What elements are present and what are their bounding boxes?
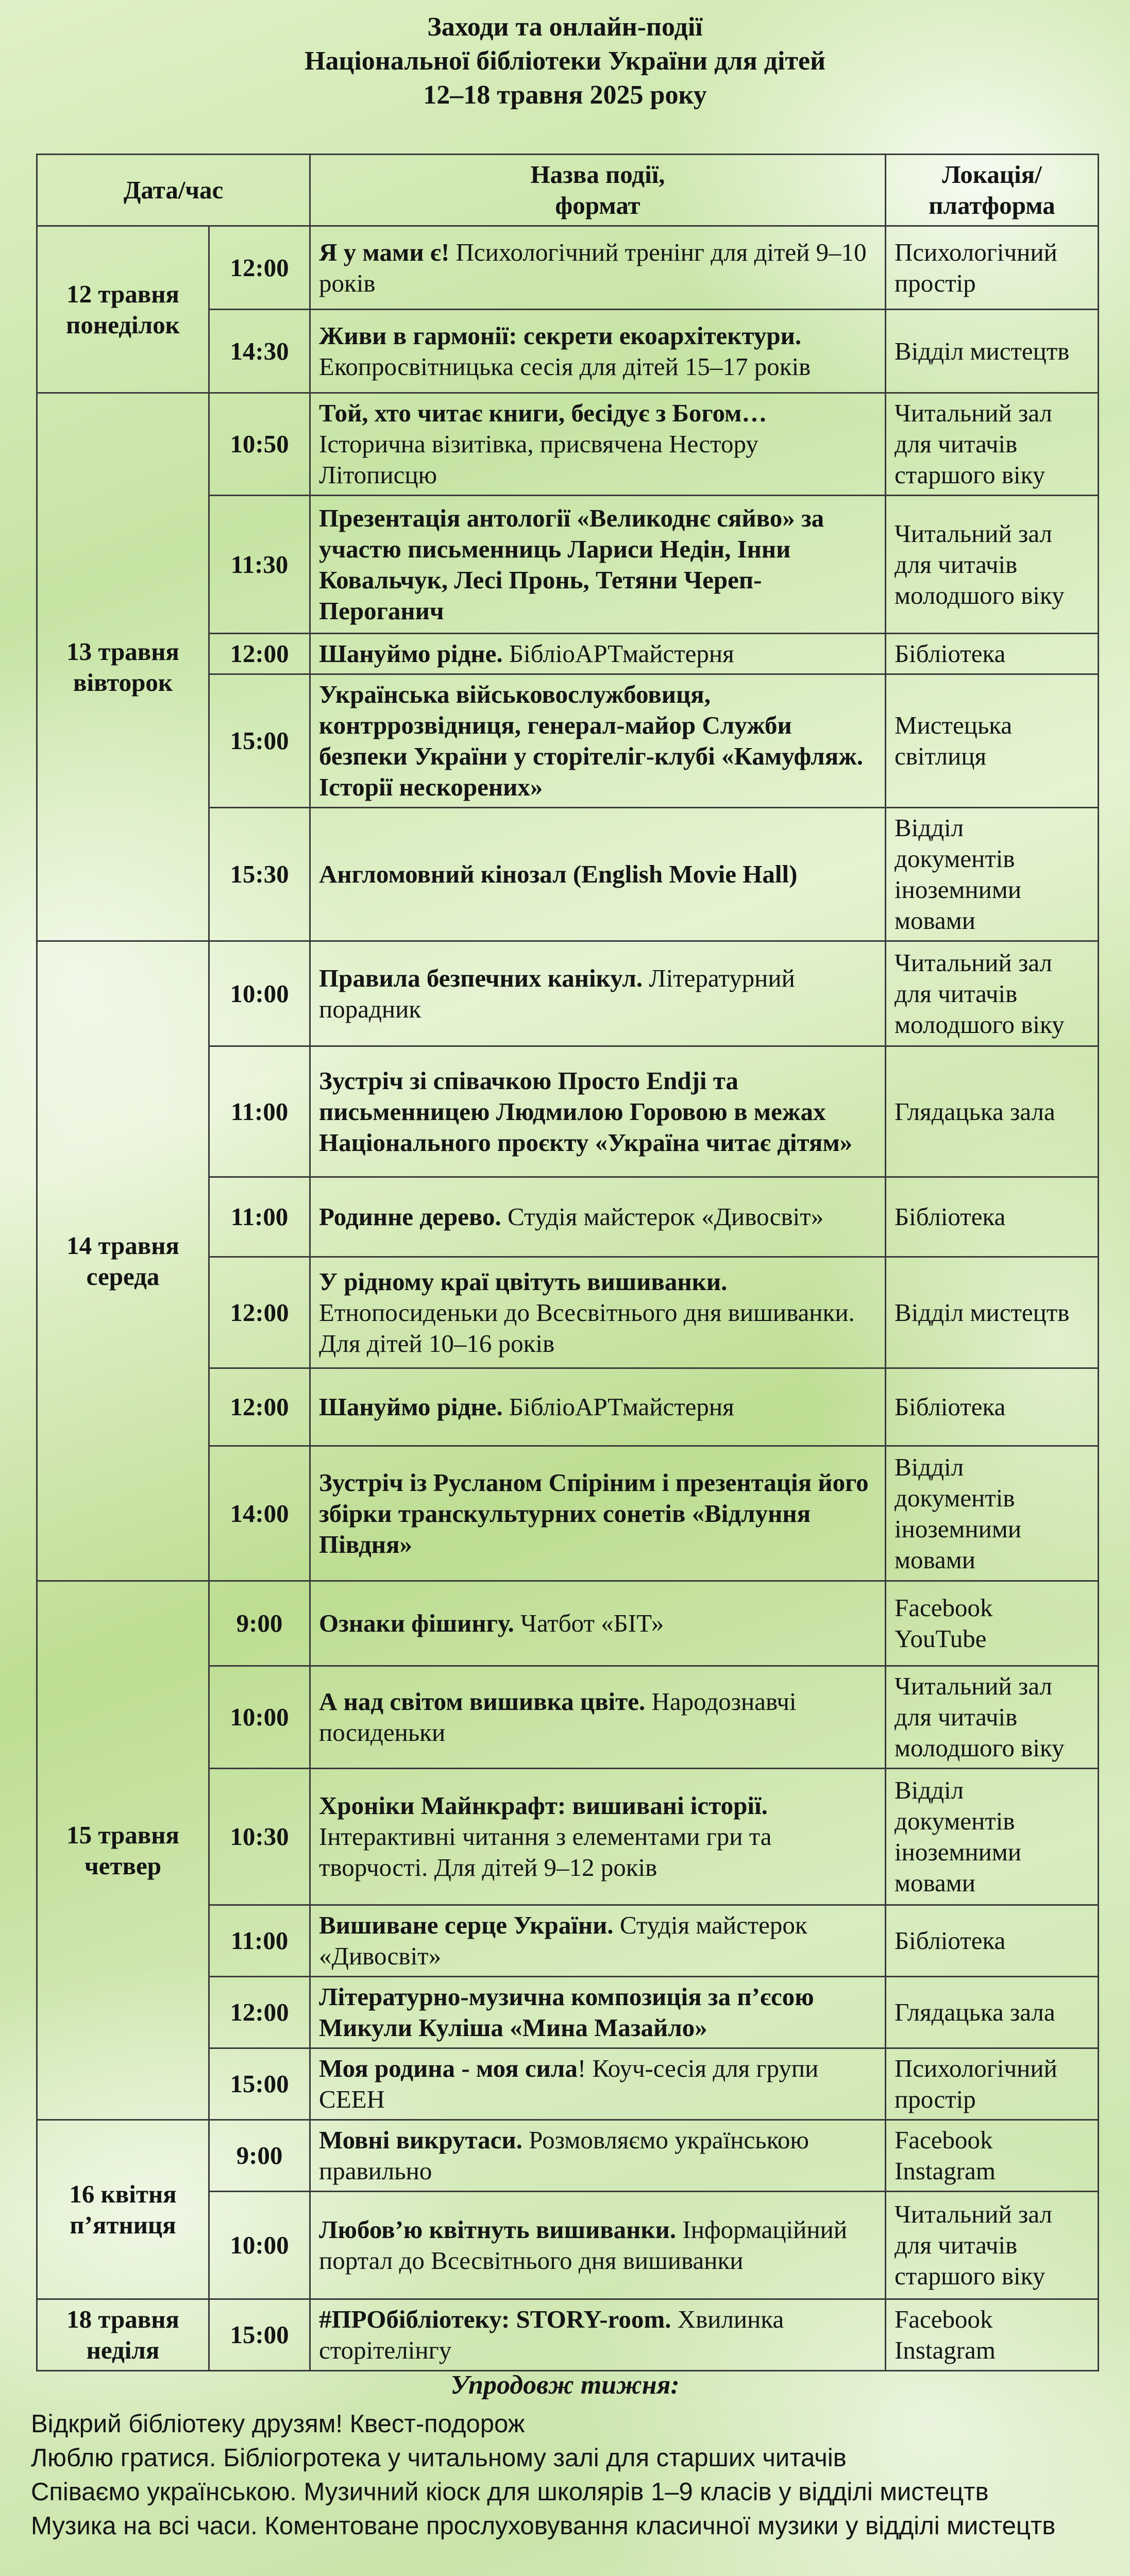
event-time: 12:00 [209,1257,310,1368]
event-cell [310,1046,886,1177]
event-title: Шануймо рідне. [319,639,503,668]
event-location: Читальний зал для читачів молодшого віку [886,941,1099,1046]
column-header-date: Дата/час [37,155,310,226]
event-time: 10:00 [209,941,310,1046]
day-date: 13 травня [66,637,179,666]
event-time: 12:00 [209,634,310,674]
event-time: 11:30 [209,496,310,634]
event-title: Хроніки Майнкрафт: вишивані історії. [319,1791,768,1820]
event-title: Вишиване серце України. [319,1911,614,1939]
day-weekday: середа [86,1262,160,1291]
event-description: Інтерактивні читання з елементами гри та творчості. Для дітей 9–12 років [319,1822,772,1882]
event-cell [310,1666,886,1769]
event-location: Бібліотека [886,1177,1099,1257]
week-activities-list [31,2407,1067,2543]
event-title: Правила безпечних канікул. [319,963,643,992]
event-location: Бібліотека [886,1368,1099,1446]
event-description: БібліоАРТмайстерня [502,639,734,668]
event-cell [310,1368,886,1446]
column-header-event: Назва події, формат [310,155,886,226]
event-location: Читальний зал для читачів молодшого віку [886,496,1099,634]
event-description: ! Коуч-сесія для групи СЕЕН [319,2054,819,2113]
event-title: Зустріч зі співачкою Просто Endji та письменницею Людмилою Горовою в межах Національного проєкту «Україна читає дітям» [319,1066,853,1157]
event-description: Хвилинка сторітелінгу [319,2305,784,2364]
event-title: Живи в гармонії: секрети екоархітектури. [319,321,802,350]
event-title: Українська військовослужбовиця, контррозвідниця, генерал-майор Служби безпеки України у сторітеліг-клубі «Камуфляж. Історії нескорених» [319,680,863,801]
schedule-row [37,393,1099,496]
header-date-range: 12–18 травня 2025 року [423,80,707,110]
event-description: Історична візитівка, присвячена Нестору Літописцю [319,430,758,489]
day-date: 14 травня [66,1231,179,1260]
event-location: Психологічний простір [886,2048,1099,2120]
event-location: Facebook Instagram [886,2120,1099,2192]
event-cell [310,941,886,1046]
event-time: 12:00 [209,1368,310,1446]
event-cell [310,2192,886,2299]
event-title: А над світом вишивка цвіте. [319,1687,646,1716]
day-weekday: неділя [86,2336,160,2364]
event-description: Етнопосиденьки до Всесвітнього дня вишиванки. Для дітей 10–16 років [319,1298,855,1358]
event-title: Шануймо рідне. [319,1393,503,1421]
event-cell [310,808,886,941]
event-location: Відділ документів іноземними мовами [886,1769,1099,1905]
event-time: 9:00 [209,1581,310,1666]
day-weekday: вівторок [73,668,173,697]
event-location: Читальний зал для читачів молодшого віку [886,1666,1099,1769]
week-activity-item: Співаємо українською. Музичний кіоск для школярів 1–9 класів у відділі мистецтв [31,2478,989,2506]
event-location: Мистецька світлиця [886,674,1099,808]
event-time: 11:00 [209,1905,310,1977]
event-description: Літературний порадник [319,963,795,1023]
schedule-row [37,941,1099,1046]
week-activity-item: Люблю гратися. Бібліогротека у читальному залі для старших читачів [31,2444,847,2472]
event-cell [310,1581,886,1666]
event-cell [310,2120,886,2192]
day-cell [37,1581,209,2120]
event-location: Відділ мистецтв [886,1257,1099,1368]
event-cell [310,2048,886,2120]
event-title: Родинне дерево. [319,1202,501,1231]
event-location: Відділ мистецтв [886,310,1099,393]
event-time: 12:00 [209,226,310,310]
event-description: Студія майстерок «Дивосвіт» [319,1911,807,1970]
event-cell [310,634,886,674]
day-weekday: понеділок [66,310,180,339]
event-description: Чатбот «БІТ» [514,1609,664,1637]
event-title: Ознаки фішингу. [319,1609,514,1637]
event-cell [310,310,886,393]
event-location: Бібліотека [886,1905,1099,1977]
day-weekday: четвер [85,1851,161,1880]
day-date: 16 квітня [69,2179,177,2208]
event-time: 14:30 [209,310,310,393]
event-location: Глядацька зала [886,1046,1099,1177]
event-title: Презентація антології «Великоднє сяйво» за участю письменниць Лариси Недін, Інни Ковальчук, Лесі Пронь, Тетяни Череп-Пероганич [319,503,824,625]
event-description: Психологічний тренінг для дітей 9–10 років [319,238,867,297]
header-line-1: Заходи та онлайн-події [427,12,703,42]
column-header-location: Локація/ платформа [886,155,1099,226]
event-title: #ПРОбібліотеку: STORY-room. [319,2305,671,2333]
event-cell [310,674,886,808]
header-line-2: Національної бібліотеки України для дітей [304,46,826,76]
event-time: 9:00 [209,2120,310,2192]
day-cell [37,2299,209,2371]
event-cell [310,1905,886,1977]
event-title: Той, хто читає книги, бесідує з Богом… [319,399,767,427]
event-time: 12:00 [209,1977,310,2048]
event-time: 11:00 [209,1046,310,1177]
schedule-row [37,1581,1099,1666]
event-time: 15:30 [209,808,310,941]
event-time: 14:00 [209,1446,310,1581]
schedule-row [37,226,1099,310]
event-title: Любов’ю квітнуть вишиванки. [319,2215,677,2244]
table-header-row [37,155,1099,226]
event-cell [310,1446,886,1581]
schedule-row [37,2120,1099,2192]
event-time: 10:30 [209,1769,310,1905]
week-activity-item: Музика на всі часи. Коментоване прослуховування класичної музики у відділі мистецтв [31,2512,1056,2540]
event-title: Мовні викрутаси. [319,2126,522,2154]
event-time: 10:50 [209,393,310,496]
week-activity-item: Відкрий бібліотеку друзям! Квест-подорож [31,2410,525,2438]
event-location: Бібліотека [886,634,1099,674]
event-description: Розмовляємо українською правильно [319,2126,809,2185]
event-cell [310,1177,886,1257]
day-date: 15 травня [66,1820,179,1849]
event-time: 11:00 [209,1177,310,1257]
day-cell [37,393,209,941]
day-date: 12 травня [66,279,179,308]
schedule-body [37,226,1099,2371]
event-title: Зустріч із Русланом Спіріним і презентація його збірки транскультурних сонетів «Відлуння Півдня» [319,1468,869,1558]
event-cell [310,1257,886,1368]
event-description: БібліоАРТмайстерня [502,1393,734,1421]
event-description: Студія майстерок «Дивосвіт» [501,1202,824,1231]
event-time: 15:00 [209,2299,310,2371]
event-time: 15:00 [209,674,310,808]
event-description: Екопросвітницька сесія для дітей 15–17 років [319,352,811,381]
day-weekday: п’ятниця [70,2210,176,2239]
event-description: Народознавчі посиденьки [319,1687,797,1747]
event-cell [310,1769,886,1905]
event-location: Читальний зал для читачів старшого віку [886,2192,1099,2299]
event-title: Англомовний кінозал (English Movie Hall) [319,860,798,888]
day-date: 18 травня [66,2305,179,2333]
schedule-row [37,2299,1099,2371]
event-title: Літературно-музична композиція за п’єсою Микули Куліша «Мина Мазайло» [319,1982,814,2042]
event-cell [310,496,886,634]
week-section-title: Упродовж тижня: [450,2370,680,2400]
event-time: 10:00 [209,2192,310,2299]
page-header [0,10,1130,112]
event-time: 15:00 [209,2048,310,2120]
event-description: Інформаційний портал до Всесвітнього дня вишиванки [319,2215,848,2275]
event-location: Відділ документів іноземними мовами [886,1446,1099,1581]
event-location: Facebook YouTube [886,1581,1099,1666]
day-cell [37,226,209,393]
day-cell [37,941,209,1581]
event-cell [310,1977,886,2048]
schedule-table [36,154,1099,2371]
event-cell [310,393,886,496]
event-title: Моя родина - моя сила [319,2054,578,2082]
day-cell [37,2120,209,2299]
event-location: Психологічний простір [886,226,1099,310]
event-cell [310,2299,886,2371]
event-location: Facebook Instagram [886,2299,1099,2371]
event-location: Відділ документів іноземними мовами [886,808,1099,941]
event-time: 10:00 [209,1666,310,1769]
event-title: Я у мами є! [319,238,450,266]
event-title: У рідному краї цвітуть вишиванки. [319,1267,728,1296]
event-location: Глядацька зала [886,1977,1099,2048]
event-cell [310,226,886,310]
event-location: Читальний зал для читачів старшого віку [886,393,1099,496]
